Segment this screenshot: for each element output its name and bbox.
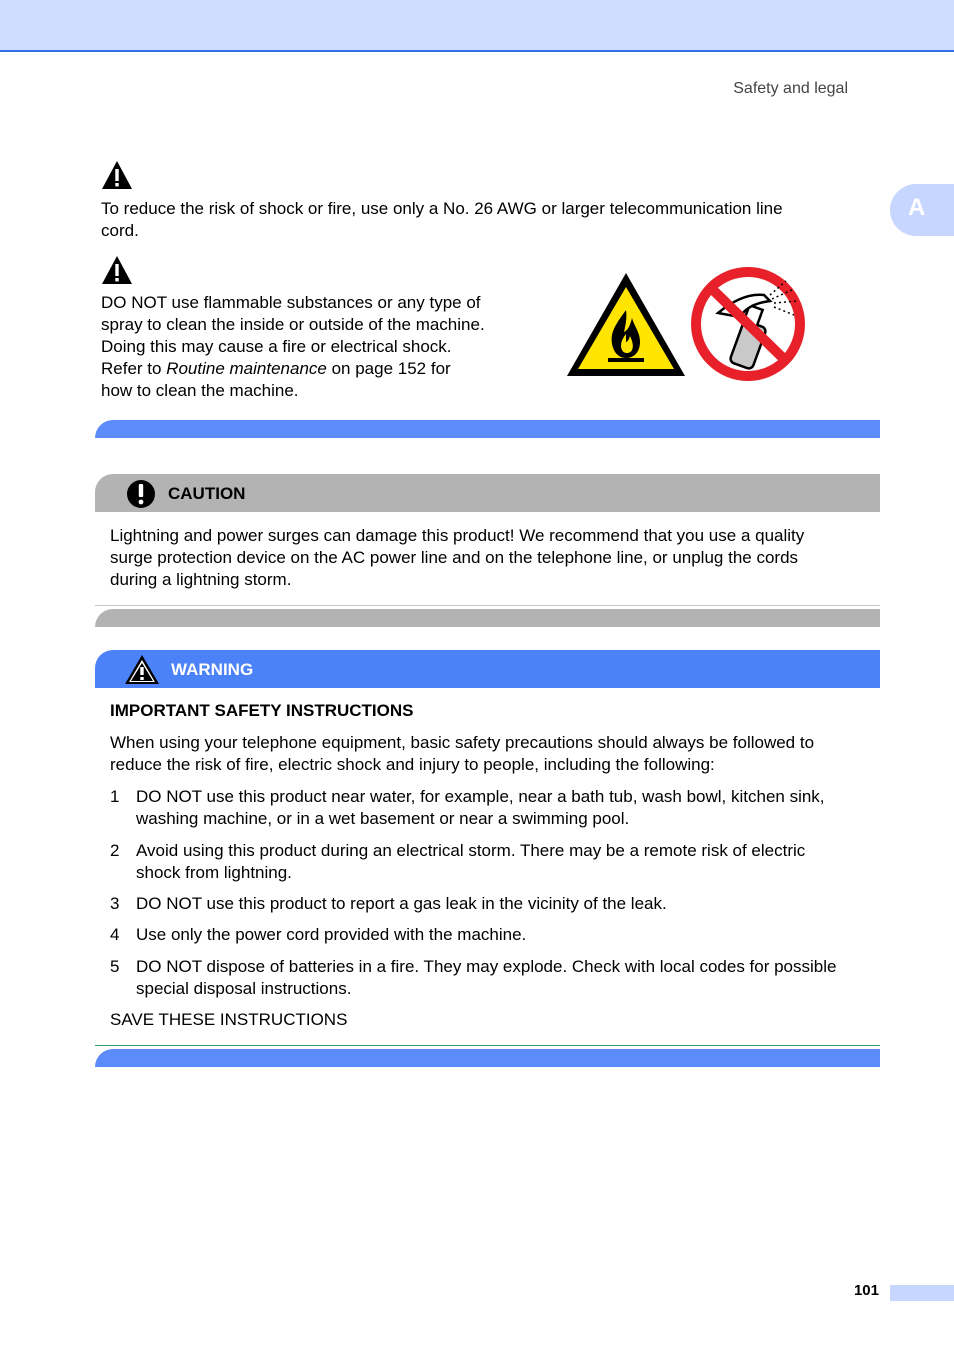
list-item xyxy=(110,956,880,1000)
text-fragment: Refer to xyxy=(101,359,167,378)
caution-footer-band xyxy=(95,609,880,627)
footer-tab xyxy=(890,1285,954,1301)
caution-rule xyxy=(95,605,880,606)
chapter-letter: A xyxy=(908,194,926,221)
warning-footer-band xyxy=(95,1049,880,1067)
top-header-bar xyxy=(0,0,954,52)
text-line: shock from lightning. xyxy=(136,863,292,882)
caution-label: CAUTION xyxy=(168,484,246,503)
safety-intro-text xyxy=(110,732,880,776)
page-number: 101 xyxy=(853,1282,879,1299)
text-line: DO NOT use this product near water, for example, near a bath tub, wash bowl, kitchen sink, xyxy=(136,787,825,806)
warning-header xyxy=(95,650,880,688)
text-line: DO NOT dispose of batteries in a fire. They may explode. Check with local codes for possible xyxy=(136,957,837,976)
text-line: surge protection device on the AC power line and on the telephone line, or unplug the cords xyxy=(110,548,799,567)
list-number: 3 xyxy=(110,894,120,913)
text-line: Lightning and power surges can damage this product! We recommend that you use a quality xyxy=(110,526,805,545)
chapter-tab xyxy=(890,184,954,236)
text-line: Use only the power cord provided with the machine. xyxy=(136,925,527,944)
list-text xyxy=(136,924,526,946)
fire-hazard-icon xyxy=(564,270,688,380)
text-fragment: on page 152 for xyxy=(326,359,451,378)
list-item xyxy=(110,924,880,946)
caution-header xyxy=(95,474,880,512)
warning-triangle-icon xyxy=(101,160,133,190)
list-text xyxy=(136,893,667,915)
list-number: 2 xyxy=(110,841,120,860)
text-line: To reduce the risk of shock or fire, use only a No. 26 AWG or larger telecommunication line xyxy=(101,199,783,218)
no-spray-icon xyxy=(690,265,810,385)
list-item xyxy=(110,893,880,915)
list-item xyxy=(110,786,880,830)
warning-flammable-text xyxy=(101,292,541,402)
text-line: Doing this may cause a fire or electrical shock. xyxy=(101,337,452,356)
list-number: 5 xyxy=(110,957,120,976)
warning-shock-text xyxy=(101,198,861,242)
text-line xyxy=(101,358,541,380)
text-line: during a lightning storm. xyxy=(110,570,292,589)
text-line: cord. xyxy=(101,221,139,240)
list-text xyxy=(136,840,805,884)
text-line: DO NOT use this product to report a gas leak in the vicinity of the leak. xyxy=(136,894,667,913)
warning-rule xyxy=(95,1045,880,1046)
safety-instructions-heading: IMPORTANT SAFETY INSTRUCTIONS xyxy=(110,701,414,720)
warning-triangle-icon xyxy=(124,654,160,685)
caution-exclamation-icon xyxy=(126,479,156,509)
text-line: Avoid using this product during an electrical storm. There may be a remote risk of electric xyxy=(136,841,806,860)
text-line: spray to clean the inside or outside of the machine. xyxy=(101,315,485,334)
section-divider-band xyxy=(95,420,880,438)
routine-maintenance-reference: Routine maintenance xyxy=(166,359,327,378)
text-line: DO NOT use flammable substances or any type of xyxy=(101,293,481,312)
section-title: Safety and legal xyxy=(733,80,848,97)
text-line: how to clean the machine. xyxy=(101,381,299,400)
caution-text xyxy=(110,525,880,591)
text-line: When using your telephone equipment, basic safety precautions should always be followed to xyxy=(110,733,815,752)
list-number: 4 xyxy=(110,925,120,944)
save-instructions-text: SAVE THESE INSTRUCTIONS xyxy=(110,1010,348,1029)
warning-triangle-icon xyxy=(101,255,133,285)
list-item xyxy=(110,840,880,884)
text-line: special disposal instructions. xyxy=(136,979,352,998)
warning-label: WARNING xyxy=(171,660,254,679)
text-line: reduce the risk of fire, electric shock and injury to people, including the following: xyxy=(110,755,715,774)
list-number: 1 xyxy=(110,787,120,806)
list-text xyxy=(136,956,836,1000)
text-line: washing machine, or in a wet basement or near a swimming pool. xyxy=(136,809,630,828)
list-text xyxy=(136,786,825,830)
